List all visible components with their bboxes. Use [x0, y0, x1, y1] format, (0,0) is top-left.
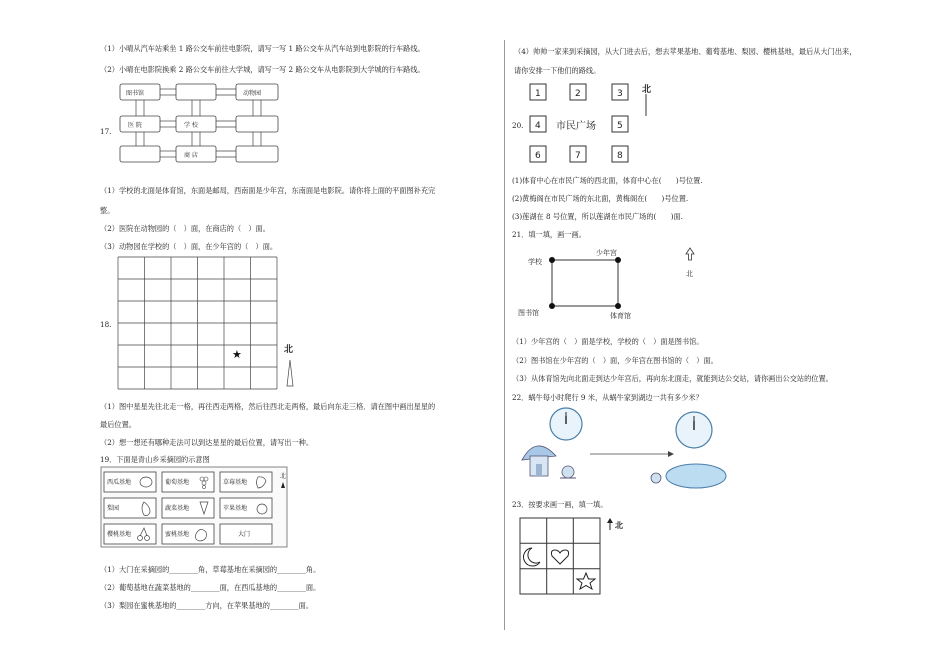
q20-cell-8: 8: [617, 151, 623, 161]
q21-map: [514, 244, 714, 324]
q17-part2: （2）医院在动物园的（ ）面，在商店的（ ）面。: [100, 224, 270, 233]
q20-part1: (1)体育中心在市民广场的西北面，体育中心在( )号位置.: [512, 176, 703, 185]
q18-part2: （2）想一想还有哪种走法可以到达星星的最后位置，请写出一种。: [100, 438, 314, 447]
q20-cell-6: 6: [535, 151, 541, 161]
q17-school-label: 学 校: [184, 122, 198, 129]
lake-icon: [666, 464, 726, 488]
q17-hospital-label: 医 院: [128, 122, 142, 129]
north-arrow-icon: [287, 360, 293, 386]
q20-part2: (2)黄梅阁在市民广场的东北面，黄梅阁在( )号位置.: [512, 194, 689, 203]
q16-part1: （1）小晴从汽车站乘坐 1 路公交车前往电影院，请写一写 1 路公交车从汽车站到电影院的行车路线。: [100, 44, 425, 53]
q21-library-label: 图书馆: [518, 309, 539, 317]
q19-title: 19．下面是青山乡采摘园的示意图: [100, 455, 210, 464]
q21-north-label: 北: [686, 270, 693, 278]
q17-empty-box2: [236, 116, 278, 132]
q19-apple-label: 苹果基地: [223, 505, 248, 512]
q21-part3: （3）从体育馆先向北面走到达少年宫后，再向东北面走，就能到达公交站，请你画出公交站的位置。: [512, 374, 833, 383]
q19-cherry-label: 樱桃基地: [107, 531, 132, 538]
north-arrow-icon: [686, 248, 694, 260]
q19-grape-label: 葡萄基地: [165, 479, 190, 486]
q19-part4-line2: 请你安排一下他们的路线。: [514, 66, 601, 75]
q19-strawberry-label: 草莓基地: [223, 479, 248, 486]
q17-number: 17.: [100, 127, 112, 136]
q19-part2: （2）葡萄基地在蔬菜基地的________面，在西瓜基地的________面。: [100, 583, 321, 592]
heart-icon: [551, 550, 568, 564]
q20-cell-3: 3: [617, 89, 623, 99]
q17-part1-line1: （1）学校的北面是体育馆，东面是邮局，西南面是少年宫，东南面是电影院。请你将上面的平面图补充完: [100, 186, 436, 195]
q19-vegetable-label: 蔬菜基地: [165, 505, 190, 512]
star-icon: ★: [232, 348, 242, 361]
q20-number: 20.: [512, 121, 524, 130]
q17-part1-line2: 整。: [100, 206, 115, 215]
q18-part1-line2: 最后位置。: [100, 420, 136, 429]
q19-gate-label: 大门: [238, 531, 251, 538]
star-outline-icon: [577, 573, 595, 589]
q21-title: 21．填一填，画一画。: [512, 230, 586, 239]
q23-grid: [516, 514, 646, 598]
q19-part3: （3）梨园在蜜桃基地的________方向，在苹果基地的________面。: [100, 601, 314, 610]
q19-pear-label: 梨园: [107, 505, 120, 512]
snail-icon: [651, 473, 661, 483]
q21-school-label: 学校: [528, 258, 542, 266]
q17-empty-box: [176, 84, 216, 100]
q18-part1-line1: （1）图中星星先往北走一格，再往西走两格，然后往西北走两格，最后向东走三格．请在图中画出星星的: [100, 402, 436, 411]
q19-peach-label: 蜜桃基地: [165, 531, 190, 538]
q19-part1: （1）大门在采摘园的________角，草莓基地在采摘园的________角。: [100, 565, 321, 574]
q20-cell-1: 1: [535, 89, 541, 99]
q19-part4-line1: （4）帅帅一家来到采摘园，从大门进去后，想去苹果基地、葡萄基地、梨园、樱桃基地，最后从大门出来，: [514, 47, 857, 56]
q21-part2: （2）图书馆在少年宫的（ ）面，少年宫在图书馆的（ ）面。: [512, 356, 718, 365]
q20-cell-7: 7: [575, 151, 581, 161]
q20-north-label: 北: [642, 85, 652, 95]
q22-title: 22．蜗牛每小时爬行 9 米，从蜗牛家到湖边一共有多少米？: [512, 393, 703, 402]
q21-youth-label: 少年宫: [596, 249, 617, 257]
q20-cell-2: 2: [575, 89, 581, 99]
q20-cell-5: 5: [617, 121, 623, 131]
q20-cell-4: 4: [535, 121, 541, 131]
q20-part3: (3)莲湖在 8 号位置，所以莲湖在市民广场的( )面.: [512, 212, 683, 221]
q17-empty-box3: [120, 146, 160, 162]
q18-north-label: 北: [284, 345, 294, 355]
q18-grid: [116, 256, 306, 392]
q21-gym-label: 体育馆: [610, 312, 631, 320]
q17-zoo-label: 动物园: [243, 90, 262, 97]
q21-part1: （1）少年宫的（ ）面是学校，学校的（ ）面是图书馆。: [512, 337, 704, 346]
q19-orchard-map: [100, 466, 300, 550]
q19-north-label: 北: [280, 473, 287, 480]
q17-library-label: 图书馆: [126, 90, 145, 97]
q20-map: [524, 80, 664, 170]
q17-shop-label: 商 店: [184, 152, 198, 159]
snail-icon: [562, 466, 574, 478]
q23-north-label: 北: [615, 521, 623, 530]
column-divider: [504, 40, 505, 630]
q22-illustration: [514, 404, 734, 496]
q23-title: 23．按要求画一画，填一填。: [512, 500, 608, 509]
q17-part3: （3）动物园在学校的（ ）面，在少年宫的（ ）面。: [100, 242, 278, 251]
q19-watermelon-label: 西瓜基地: [107, 479, 132, 486]
q18-number: 18.: [100, 320, 112, 329]
q17-empty-box4: [236, 146, 278, 162]
q20-plaza: 市民广场: [556, 121, 596, 132]
moon-icon: [524, 548, 540, 566]
q16-part2: （2）小晴在电影院换乘 2 路公交车前往大学城，请写一写 2 路公交车从电影院到大学城的行车路线。: [100, 65, 425, 74]
q17-map: [112, 78, 292, 170]
